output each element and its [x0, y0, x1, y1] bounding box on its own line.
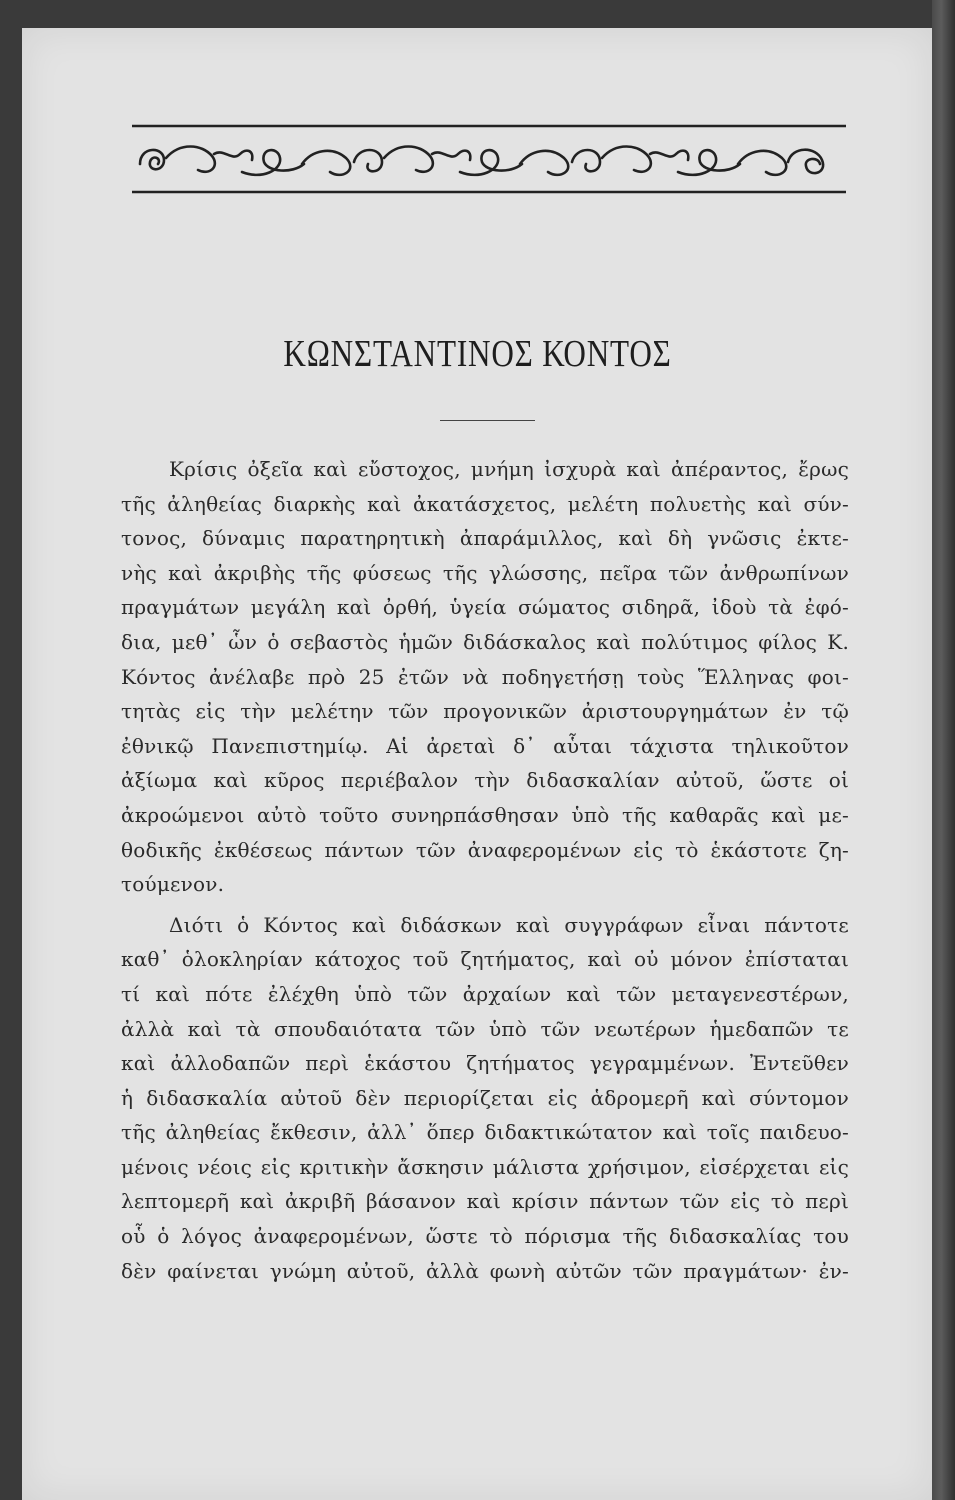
paragraph-1	[121, 452, 849, 902]
text-line: ἀκροώμενοι αὐτὸ τοῦτο συνηρπάσθησαν ὑπὸ τῆς καθαρᾶς καὶ με-	[121, 802, 849, 827]
text-line: δὲν φαίνεται γνώμη αὐτοῦ, ἀλλὰ φωνὴ αὐτῶν τῶν πραγμάτων· ἐν-	[121, 1258, 849, 1283]
header-ornament	[132, 124, 846, 194]
text-line: ἐθνικῷ Πανεπιστημίῳ. Αἱ ἀρεταὶ δ᾽ αὗται τάχιστα τηλικοῦτον	[121, 733, 849, 758]
ornament-svg	[132, 124, 846, 194]
text-line: λεπτομερῆ καὶ ἀκριβῆ βάσανον καὶ κρίσιν πάντων τῶν εἰς τὸ περὶ	[121, 1189, 849, 1214]
text-line: Διότι ὁ Κόντος καὶ διδάσκων καὶ συγγράφων εἶναι πάντοτε	[169, 912, 849, 937]
ornament-scrollwork	[140, 147, 823, 175]
text-line: ἡ διδασκαλία αὐτοῦ δὲν περιορίζεται εἰς ἁδρομερῆ καὶ σύντομον	[121, 1085, 849, 1110]
text-line: δια, μεθ᾽ ὧν ὁ σεβαστὸς ἡμῶν διδάσκαλος καὶ πολύτιμος φίλος Κ.	[121, 629, 849, 654]
text-line: ἀξίωμα καὶ κῦρος περιέβαλον τὴν διδασκαλίαν αὐτοῦ, ὥστε οἱ	[121, 768, 849, 793]
text-line: τῆς ἀληθείας ἔκθεσιν, ἀλλ᾽ ὅπερ διδακτικώτατον καὶ τοῖς παιδευο-	[121, 1120, 849, 1145]
text-line: Κόντος ἀνέλαβε πρὸ 25 ἐτῶν νὰ ποδηγετήσῃ τοὺς Ἕλληνας φοι-	[121, 664, 849, 689]
text-line: τούμενον.	[121, 872, 225, 897]
text-line: θοδικῆς ἐκθέσεως πάντων τῶν ἀναφερομένων εἰς τὸ ἑκάστοτε ζη-	[121, 837, 849, 862]
text-line: μένοις νέοις εἰς κριτικὴν ἄσκησιν μάλιστα χρήσιμον, εἰσέρχεται εἰς	[121, 1154, 849, 1179]
text-line: τί καὶ πότε ἐλέχθη ὑπὸ τῶν ἀρχαίων καὶ τῶν μεταγενεστέρων,	[121, 981, 849, 1006]
paragraph-2	[121, 908, 849, 1289]
title-divider	[440, 420, 535, 421]
text-line: νὴς καὶ ἀκριβὴς τῆς φύσεως τῆς γλώσσης, πεῖρα τῶν ἀνθρωπίνων	[121, 560, 849, 585]
text-line: οὗ ὁ λόγος ἀναφερομένων, ὥστε τὸ πόρισμα τῆς διδασκαλίας του	[121, 1224, 849, 1249]
text-line: ἀλλὰ καὶ τὰ σπουδαιότατα τῶν ὑπὸ τῶν νεωτέρων ἡμεδαπῶν τε	[121, 1016, 849, 1041]
text-line: τῆς ἀληθείας διαρκὴς καὶ ἀκατάσχετος, μελέτη πολυετὴς καὶ σύν-	[121, 491, 849, 516]
text-line: Κρίσις ὀξεῖα καὶ εὔστοχος, μνήμη ἰσχυρὰ καὶ ἀπέραντος, ἔρως	[169, 457, 849, 481]
page-title: ΚΩΝΣΤΑΝΤΙΝΟΣ ΚΟΝΤΟΣ	[283, 333, 672, 375]
text-line: τονος, δύναμις παρατηρητικὴ ἀπαράμιλλος, καὶ δὴ γνῶσις ἐκτε-	[121, 526, 849, 551]
text-line: καὶ ἀλλοδαπῶν περὶ ἑκάστου ζητήματος γεγραμμένων. Ἐντεῦθεν	[121, 1051, 849, 1076]
page-edge	[932, 0, 955, 1500]
text-line: τητὰς εἰς τὴν μελέτην τῶν προγονικῶν ἀριστουργημάτων ἐν τῷ	[121, 699, 849, 724]
text-line: καθ᾽ ὁλοκληρίαν κάτοχος τοῦ ζητήματος, καὶ οὐ μόνον ἐπίσταται	[121, 947, 849, 972]
body-text	[121, 452, 849, 1288]
text-line: πραγμάτων μεγάλη καὶ ὀρθή, ὑγεία σώματος σιδηρᾶ, ἰδοὺ τὰ ἐφό-	[121, 595, 849, 620]
